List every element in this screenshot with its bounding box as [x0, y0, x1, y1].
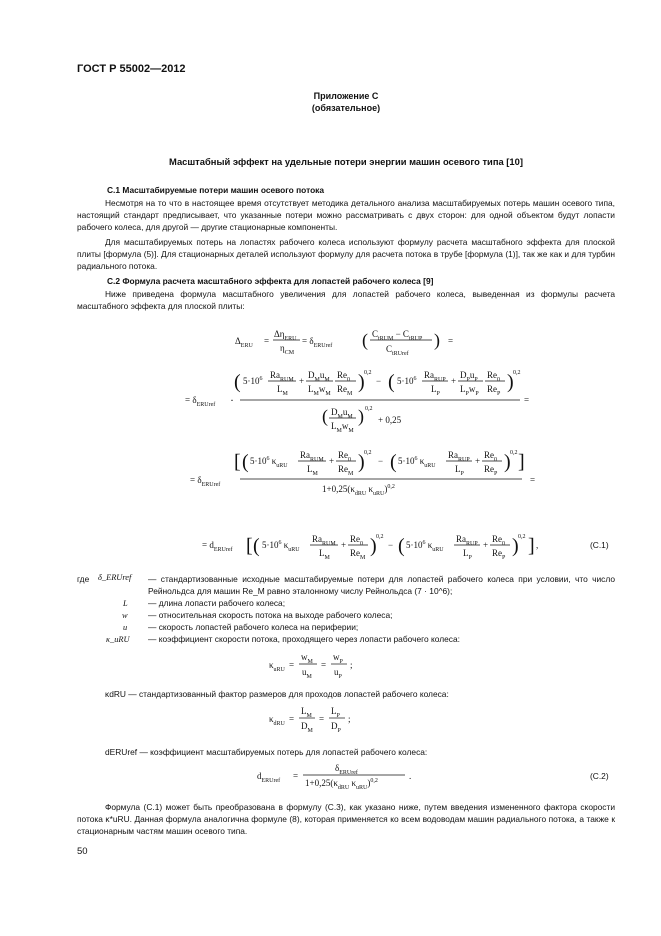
svg-text:LMwM: $L_Mw_M$	[308, 384, 331, 397]
kdru-definition: κdRU — стандартизованный фактор размеров для проходов лопастей рабочего колеса:	[105, 689, 449, 699]
svg-text:(: (	[388, 371, 395, 393]
svg-text:= δERUref: = $\delta_{ERUref}$	[190, 475, 221, 488]
section1-para1: Несмотря на то что в настоящее время отсутствует методика детального анализа масштабируемых потерь машин осевого типа, настоящий стандарт предписывает, что указанные потери можно рассматривать с двух сторон: для одной объектом будут лопасти рабочего колеса, для другой — другие стационарные компоненты.	[77, 198, 615, 233]
svg-text:(: (	[362, 330, 368, 350]
svg-text:= δERUref: = $\delta_{ERUref}$	[302, 336, 333, 349]
svg-text:1+0,25(κdRU κuRU)0,2: $1+0,25(\kappa_{dRU}$ $\kappa_{uRU})^{0,2}$	[305, 778, 378, 791]
svg-text:+ 0,25: + 0,25	[378, 415, 402, 425]
formula-kuru	[265, 648, 385, 682]
svg-text:): )	[358, 451, 365, 473]
svg-text:;: ;	[350, 660, 353, 670]
svg-text:−: −	[378, 456, 384, 466]
svg-text:CtRUM − CtRUP: $C_{tRUM} - C_{tRUP}$	[372, 329, 423, 342]
svg-text:LMwM: $L_Mw_M$	[331, 421, 354, 434]
svg-text:+: +	[329, 456, 335, 466]
term-definition: — относительная скорость потока на выходе рабочего колеса;	[148, 610, 393, 620]
svg-text:LM: $L_M$	[307, 464, 318, 477]
svg-text:LP: $L_P$	[431, 384, 440, 397]
section1-title: С.1 Масштабируемые потери машин осевого потока	[107, 185, 325, 195]
svg-text:uM: $u_M$	[302, 667, 312, 680]
svg-text:]: ]	[528, 535, 535, 557]
svg-text:Re0: $Re_0$	[484, 450, 497, 463]
svg-text:5·106 κuRU: $5\cdot 10^6$ $\kappa_{uRU}$	[398, 456, 436, 469]
svg-text:+: +	[475, 456, 481, 466]
svg-text:Re0: $Re_0$	[492, 534, 505, 547]
svg-text:DP: $D_P$	[331, 721, 341, 734]
svg-text:LM: $L_M$	[319, 548, 330, 561]
svg-text:−: −	[376, 376, 382, 386]
term-symbol: u	[123, 623, 128, 632]
svg-text:LP: $L_P$	[331, 706, 340, 719]
appendix-title: Приложение С	[313, 91, 379, 101]
svg-text:5·106 κuRU: $5\cdot 10^6$ $\kappa_{uRU}$	[262, 540, 300, 553]
svg-text:(: (	[390, 451, 397, 473]
term-symbol: δ_ERUref	[98, 573, 132, 582]
svg-text:(: (	[253, 535, 260, 557]
svg-text:+: +	[341, 540, 347, 550]
term-definition: — коэффициент скорости потока, проходящего через лопасти рабочего колеса:	[148, 634, 460, 644]
svg-text:]: ]	[518, 451, 525, 473]
svg-text:=: =	[289, 660, 295, 670]
svg-text:5·106: $5\cdot 10^6$	[397, 376, 417, 386]
term-definition: — скорость лопастей рабочего колеса на периферии;	[148, 622, 359, 632]
equation-number-c1: (С.1)	[590, 540, 609, 550]
svg-text:LP: $L_P$	[463, 548, 472, 561]
svg-text:uP: $u_P$	[334, 667, 342, 680]
term-symbol: κ_uRU	[106, 635, 130, 644]
svg-text:Re0: $Re_0$	[337, 370, 350, 383]
term-symbol: w	[122, 611, 128, 620]
svg-text:DMuM: $D_Mu_M$	[308, 370, 330, 383]
svg-text:): )	[358, 406, 364, 426]
svg-text:= dERUref: = $d_{ERUref}$	[202, 540, 233, 553]
svg-text:dERUref: $d_{ERUref}$	[257, 771, 281, 784]
svg-text:LM: $L_M$	[301, 706, 312, 719]
svg-text:RaRUP: $Ra_{RUP}$	[424, 370, 446, 383]
svg-text:Re0: $Re_0$	[350, 534, 363, 547]
term-symbol: L	[123, 599, 128, 608]
svg-text:·: ·	[230, 393, 234, 407]
svg-text:κuRU: $\kappa_{uRU}$	[269, 660, 285, 673]
svg-text:=: =	[264, 336, 270, 346]
svg-text:(: (	[398, 535, 405, 557]
svg-text:DMuM: $D_Mu_M$	[331, 407, 353, 420]
svg-text:[: [	[246, 535, 253, 557]
formula-c2	[255, 760, 435, 792]
section2-title: С.2 Формула расчета масштабного эффекта для лопастей рабочего колеса [9]	[107, 276, 434, 286]
term-definition: — стандартизованные исходные масштабируемые потери для лопастей рабочего колеса при условии, что число Рейнольдса для машин Re_M равно эталонному числу Рейнольдса (7 · 10^6);	[148, 574, 615, 596]
svg-text:): )	[507, 371, 514, 393]
svg-text:DM: $D_M$	[301, 721, 313, 734]
svg-text:0,2: 0,2	[510, 450, 518, 456]
svg-text:CtRUref: $C_{tRUref}$	[386, 344, 409, 357]
svg-text:,: ,	[536, 540, 539, 550]
svg-text:ηCM: $\eta_{CM}$	[280, 343, 295, 356]
svg-text:ReP: $Re_P$	[484, 464, 498, 477]
document-header: ГОСТ Р 55002—2012	[77, 63, 186, 75]
svg-text:;: ;	[348, 714, 351, 724]
svg-text:0,2: 0,2	[365, 406, 373, 412]
svg-text:=: =	[530, 475, 536, 485]
svg-text:RaRUM: $Ra_{RUM}$	[300, 450, 324, 463]
page-number: 50	[77, 846, 88, 857]
closing-paragraph: Формула (С.1) может быть преобразована в формулу (С.3), как указано ниже, путем введения измененного фактора скорости потока κ*uRU. Данная формула аналогична формуле (8), которая применяется ко всем водоводам машин радиального потока, а также к стационарным частям машин осевого типа.	[77, 802, 615, 837]
svg-text:): )	[358, 371, 365, 393]
svg-text:0,2: 0,2	[376, 534, 384, 540]
svg-text:ReM: $Re_M$	[338, 464, 354, 477]
svg-text:δERUref: $\delta_{ERUref}$	[335, 763, 358, 776]
where-intro: где	[77, 574, 90, 584]
svg-text:ReP: $Re_P$	[492, 548, 506, 561]
svg-text:= δERUref: = $\delta_{ERUref}$	[185, 395, 216, 408]
svg-text:0,2: 0,2	[513, 370, 521, 376]
svg-text:=: =	[293, 771, 299, 781]
svg-text:wP: $w_P$	[333, 652, 343, 665]
svg-text:−: −	[388, 540, 394, 550]
svg-text:ReM: $Re_M$	[350, 548, 366, 561]
svg-text:=: =	[448, 336, 454, 346]
svg-text:LP: $L_P$	[455, 464, 464, 477]
svg-text:[: [	[234, 451, 241, 473]
dref-definition: dERUref — коэффициент масштабируемых потерь для лопастей рабочего колеса:	[105, 747, 428, 757]
svg-text:(: (	[234, 371, 241, 393]
formula-c1	[150, 322, 620, 562]
svg-text:RaRUM: $Ra_{RUM}$	[270, 370, 294, 383]
svg-text:5·106 κuRU: $5\cdot 10^6$ $\kappa_{uRU}$	[250, 456, 288, 469]
svg-text:5·106 κuRU: $5\cdot 10^6$ $\kappa_{uRU}$	[406, 540, 444, 553]
svg-text:=: =	[319, 714, 325, 724]
svg-text:κdRU: $\kappa_{dRU}$	[269, 714, 285, 727]
term-definition: — длина лопасти рабочего колеса;	[148, 598, 286, 608]
svg-text:=: =	[524, 395, 530, 405]
svg-text:ΔηERU: $\Delta\eta_{ERU}$	[274, 329, 297, 342]
svg-text:RaRUP: $Ra_{RUP}$	[456, 534, 478, 547]
svg-text:+: +	[483, 540, 489, 550]
section1-para2: Для масштабируемых потерь на лопастях рабочего колеса используют формулу расчета масштабного эффекта для плоской плиты [формула (5)]. Для стационарных деталей используют формулу для расчета потока в трубе [формула (1)], так же как и для турбин радиального потока.	[77, 237, 615, 272]
equation-number-c2: (С.2)	[590, 771, 609, 781]
svg-text:): )	[370, 535, 377, 557]
svg-text:=: =	[321, 660, 327, 670]
svg-text:ΔERU: $\Delta_{ERU}$	[235, 336, 253, 349]
svg-text:LM: $L_M$	[277, 384, 288, 397]
svg-text:5·106: $5\cdot 10^6$	[243, 376, 263, 386]
svg-text:0,2: 0,2	[364, 370, 372, 376]
svg-text:0,2: 0,2	[518, 534, 526, 540]
svg-text:RaRUM: $Ra_{RUM}$	[312, 534, 336, 547]
svg-text:): )	[504, 451, 511, 473]
svg-text:0,2: 0,2	[364, 450, 372, 456]
svg-text:): )	[512, 535, 519, 557]
svg-text:+: +	[451, 376, 457, 386]
svg-text:ReP: $Re_P$	[487, 384, 501, 397]
section2-para1: Ниже приведена формула масштабного увеличения для лопастей рабочего колеса, выведенная из формулы расчета масштабного эффекта для плоской плиты:	[77, 289, 615, 312]
svg-text:Re0: $Re_0$	[487, 370, 500, 383]
svg-text:LPwP: $L_Pw_P$	[460, 384, 479, 397]
svg-text:wM: $w_M$	[301, 652, 313, 665]
svg-text:ReM: $Re_M$	[337, 384, 353, 397]
formula-kdru	[265, 702, 385, 736]
svg-text:+: +	[299, 376, 305, 386]
main-title: Масштабный эффект на удельные потери энергии машин осевого типа [10]	[169, 156, 523, 167]
svg-text:DPuP: $D_Pu_P$	[460, 370, 478, 383]
svg-text:=: =	[289, 714, 295, 724]
svg-text:1+0,25(κdRU κuRU)0,2: $1+0,25(\kappa_{dRU}$ $\kappa_{uRU})^{0,2}$	[322, 484, 395, 497]
svg-text:): )	[434, 330, 440, 350]
svg-text:(: (	[322, 406, 328, 426]
svg-text:.: .	[409, 771, 412, 781]
svg-text:RaRUP: $Ra_{RUP}$	[448, 450, 470, 463]
svg-text:(: (	[242, 451, 249, 473]
appendix-subtitle: (обязательное)	[311, 103, 381, 113]
svg-text:Re0: $Re_0$	[338, 450, 351, 463]
